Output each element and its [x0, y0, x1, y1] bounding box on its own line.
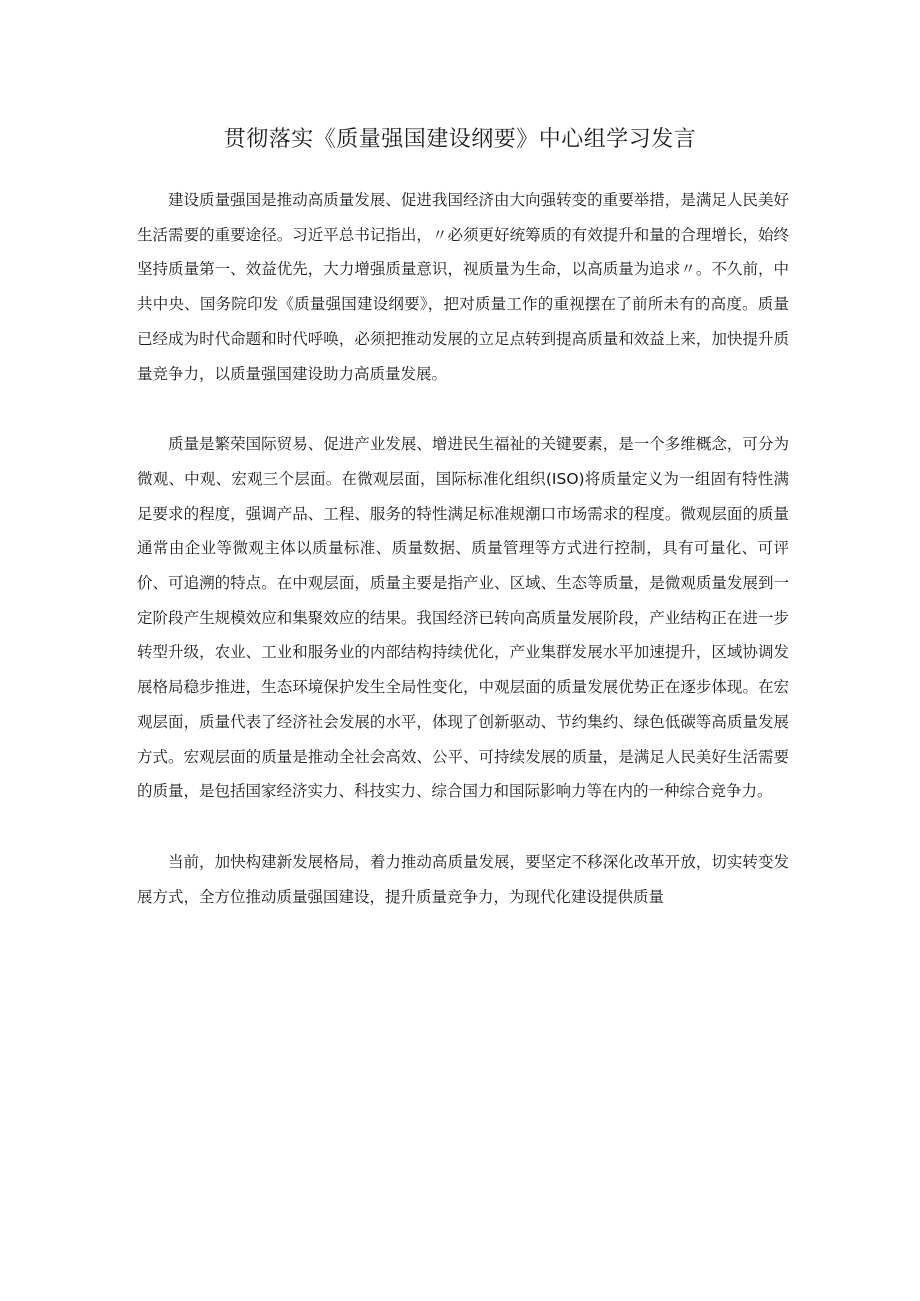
paragraph-1: 建设质量强国是推动高质量发展、促进我国经济由大向强转变的重要举措，是满足人民美好生活需要的重要途径。习近平总书记指出，〃必须更好统筹质的有效提升和量的合理增长，始终坚持质量第一、效益优先，大力增强质量意识，视质量为生命，以高质量为追求〃。不久前，中共中央、国务院印发《质量强国建设纲要》，把对质量工作的重视摆在了前所未有的高度。质量已经成为时代命题和时代呼唤，必须把推动发展的立足点转到提高质量和效益上来，加快提升质量竞争力，以质量强国建设助力高质量发展。 [137, 191, 789, 383]
document-body [137, 183, 789, 950]
paragraph-2: 质量是繁荣国际贸易、促进产业发展、增进民生福祉的关键要素，是一个多维概念，可分为微观、中观、宏观三个层面。在微观层面，国际标准化组织(ISO)将质量定义为一组固有特性满足要求的程度，强调产品、工程、服务的特性满足标准规潮口市场需求的程度。微观层面的质量通常由企业等微观主体以质量标准、质量数据、质量管理等方式进行控制，具有可量化、可评价、可追溯的特点。在中观层面，质量主要是指产业、区域、生态等质量，是微观质量发展到一定阶段产生规模效应和集聚效应的结果。我国经济已转向高质量发展阶段，产业结构正在进一步转型升级，农业、工业和服务业的内部结构持续优化，产业集群发展水平加速提升，区域协调发展格局稳步推进，生态环境保护发生全局性变化，中观层面的质量发展优势正在逐步体现。在宏观层面，质量代表了经济社会发展的水平，体现了创新驱动、节约集约、绿色低碳等高质量发展方式。宏观层面的质量是推动全社会高效、公平、可持续发展的质量，是满足人民美好生活需要的质量，是包括国家经济实力、科技实力、综合国力和国际影响力等在内的一种综合竞争力。 [137, 435, 789, 801]
paragraph-3: 当前，加快构建新发展格局，着力推动高质量发展，要坚定不移深化改革开放，切实转变发展方式，全方位推动质量强国建设，提升质量竞争力，为现代化建设提供质量 [137, 852, 789, 906]
document-title: 贯彻落实《质量强国建设纲要》中心组学习发言 [223, 127, 697, 152]
